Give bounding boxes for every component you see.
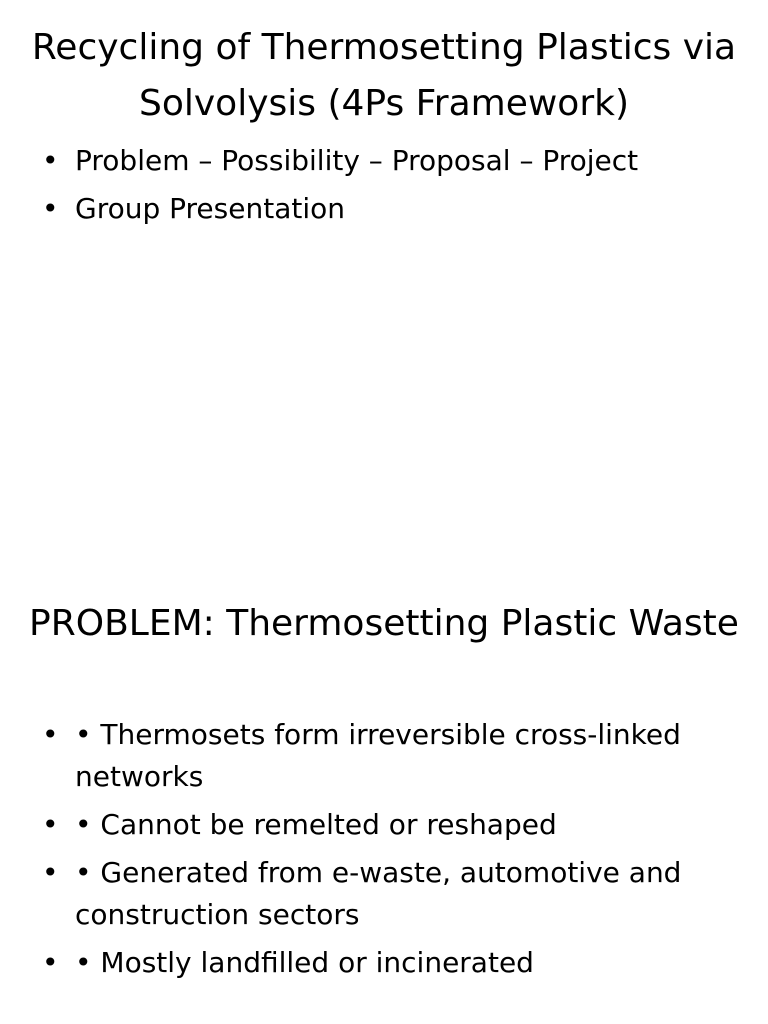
list-item	[0, 942, 768, 984]
list-item	[0, 852, 768, 936]
bullet-text: • Cannot be remelted or reshaped	[75, 808, 557, 841]
bullet-text: • Generated from e-waste, automotive and construction sectors	[75, 856, 682, 931]
bullet-marker: •	[42, 192, 59, 225]
bullet-text: Group Presentation	[75, 192, 345, 225]
slide-2	[0, 576, 768, 1024]
bullet-marker: •	[42, 144, 59, 177]
slide-title: Recycling of Thermosetting Plastics via Solvolysis (4Ps Framework)	[31, 27, 737, 124]
bullet-marker: •	[42, 718, 59, 751]
bullet-marker: •	[42, 856, 59, 889]
list-item	[0, 804, 768, 846]
bullet-list	[0, 140, 768, 236]
list-item	[0, 188, 768, 230]
bullet-text: • Mostly landfilled or incinerated	[75, 946, 534, 979]
list-item	[0, 714, 768, 798]
bullet-text: • Thermosets form irreversible cross-linked networks	[75, 718, 681, 793]
bullet-marker: •	[42, 946, 59, 979]
bullet-marker: •	[42, 808, 59, 841]
bullet-list	[0, 714, 768, 990]
bullet-text: Problem – Possibility – Proposal – Project	[75, 144, 639, 177]
slide-title: PROBLEM: Thermosetting Plastic Waste	[29, 603, 739, 644]
list-item	[0, 140, 768, 182]
